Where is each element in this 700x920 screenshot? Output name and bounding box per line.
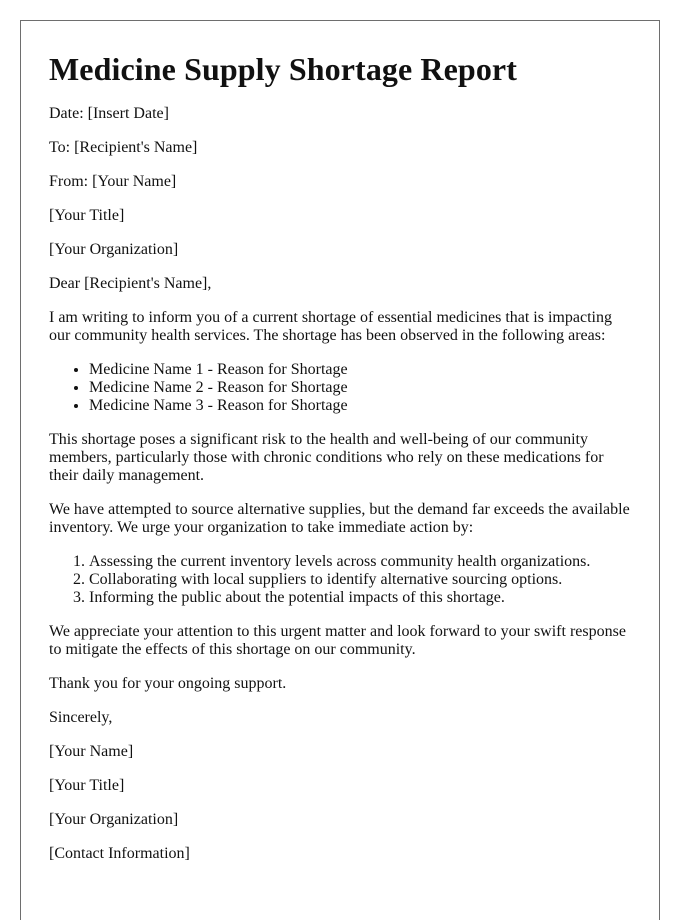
closing: Sincerely, xyxy=(49,709,113,726)
risk-paragraph: This shortage poses a significant risk to the health and well-being of our community members, particularly those with chronic conditions who rely on these medications for their daily management. xyxy=(49,431,604,484)
thanks-line: Thank you for your ongoing support. xyxy=(49,675,287,692)
date-line: Date: [Insert Date] xyxy=(49,105,169,122)
list-item: • Medicine Name 3 - Reason for Shortage xyxy=(89,397,631,415)
signature-organization: [Your Organization] xyxy=(49,811,179,828)
list-item: • Medicine Name 1 - Reason for Shortage xyxy=(89,361,631,379)
from-line: From: [Your Name] xyxy=(49,173,177,190)
list-item: • Medicine Name 2 - Reason for Shortage xyxy=(89,379,631,397)
action-list xyxy=(49,553,631,607)
signature-name: [Your Name] xyxy=(49,743,134,760)
document-title: Medicine Supply Shortage Report xyxy=(49,51,517,87)
sender-title-line: [Your Title] xyxy=(49,207,125,224)
list-item: 2. Collaborating with local suppliers to identify alternative sourcing options. xyxy=(89,571,631,589)
intro-paragraph: I am writing to inform you of a current shortage of essential medicines that is impacting our community health services. The shortage has been observed in the following areas: xyxy=(49,309,612,344)
sender-organization-line: [Your Organization] xyxy=(49,241,179,258)
signature-contact: [Contact Information] xyxy=(49,845,190,862)
signature-title: [Your Title] xyxy=(49,777,125,794)
list-item: 3. Informing the public about the potential impacts of this shortage. xyxy=(89,589,631,607)
letter-page xyxy=(20,20,660,920)
to-line: To: [Recipient's Name] xyxy=(49,139,198,156)
action-intro-paragraph: We have attempted to source alternative supplies, but the demand far exceeds the available inventory. We urge your organization to take immediate action by: xyxy=(49,501,630,536)
salutation: Dear [Recipient's Name], xyxy=(49,275,212,292)
list-item: 1. Assessing the current inventory levels across community health organizations. xyxy=(89,553,631,571)
appreciation-paragraph: We appreciate your attention to this urgent matter and look forward to your swift response to mitigate the effects of this shortage on our community. xyxy=(49,623,626,658)
shortage-list xyxy=(49,361,631,415)
